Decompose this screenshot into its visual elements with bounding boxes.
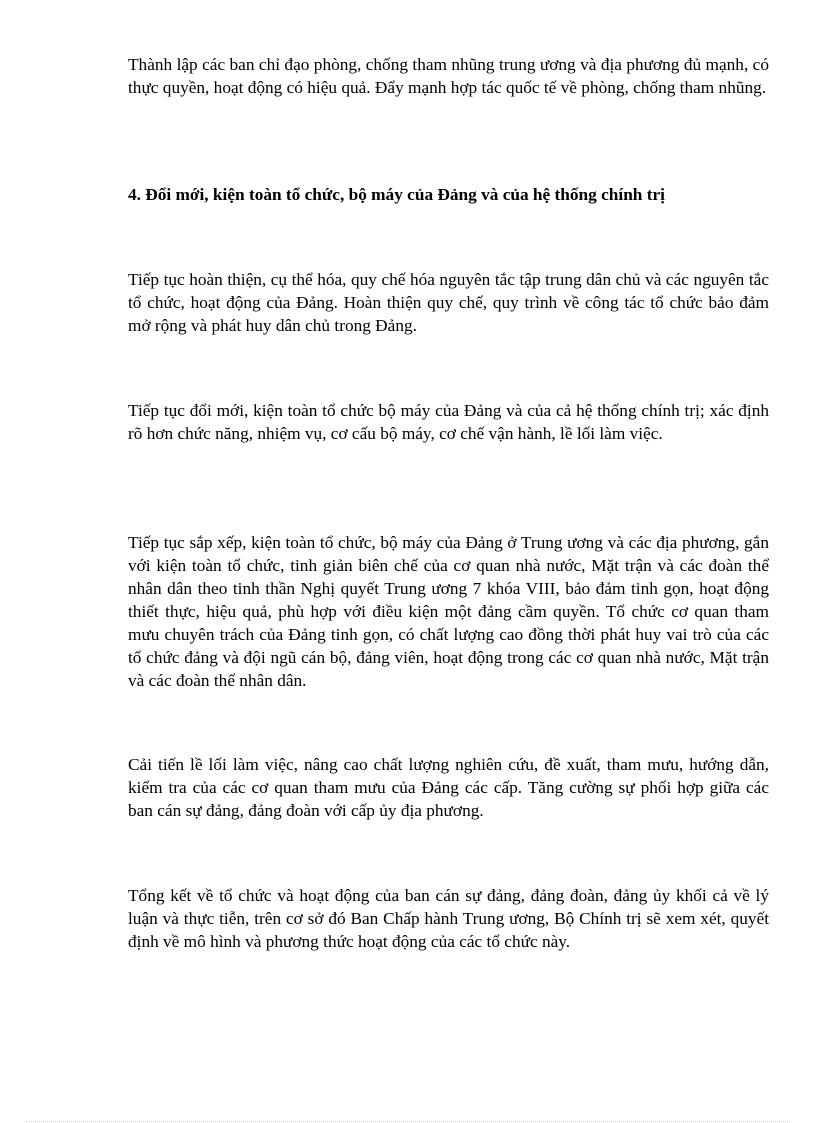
paragraph-rearrange-organization: Tiếp tục sắp xếp, kiện toàn tổ chức, bộ máy của Đảng ở Trung ương và các địa phương, gắn với kiện toàn tổ chức, tinh giản biên chế của cơ quan nhà nước, Mặt trận và các đoàn thể nhân dân theo tinh thần Nghị quyết Trung ương 7 khóa VIII, bảo đảm tinh gọn, hoạt động thiết thực, hiệu quả, phù hợp với điều kiện một đảng cầm quyền. Tổ chức cơ quan tham mưu chuyên trách của Đảng tinh gọn, có chất lượng cao đồng thời phát huy vai trò của các tổ chức đảng và đội ngũ cán bộ, đảng viên, hoạt động trong các cơ quan nhà nước, Mặt trận và các đoàn thể nhân dân. — [128, 533, 769, 690]
page-bottom-divider — [26, 1121, 790, 1122]
section-heading-4: 4. Đổi mới, kiện toàn tổ chức, bộ máy của Đảng và của hệ thống chính trị — [128, 185, 665, 204]
paragraph-review-party-committees: Tổng kết về tổ chức và hoạt động của ban cán sự đảng, đảng đoàn, đảng ủy khối cả về lý luận và thực tiễn, trên cơ sở đó Ban Chấp hành Trung ương, Bộ Chính trị sẽ xem xét, quyết định về mô hình và phương thức hoạt động của các tổ chức này. — [128, 886, 769, 951]
paragraph-improve-working-methods: Cải tiến lề lối làm việc, nâng cao chất lượng nghiên cứu, đề xuất, tham mưu, hướng dẫn, kiểm tra của các cơ quan tham mưu của Đảng các cấp. Tăng cường sự phối hợp giữa các ban cán sự đảng, đảng đoàn với cấp ủy địa phương. — [128, 755, 769, 820]
paragraph-democratic-centralism: Tiếp tục hoàn thiện, cụ thể hóa, quy chế hóa nguyên tắc tập trung dân chủ và các nguyên tắc tổ chức, hoạt động của Đảng. Hoàn thiện quy chế, quy trình về công tác tổ chức bảo đảm mở rộng và phát huy dân chủ trong Đảng. — [128, 270, 769, 335]
paragraph-anti-corruption-committees: Thành lập các ban chỉ đạo phòng, chống tham nhũng trung ương và địa phương đủ mạnh, có thực quyền, hoạt động có hiệu quả. Đẩy mạnh hợp tác quốc tế về phòng, chống tham nhũng. — [128, 55, 769, 97]
paragraph-renew-apparatus: Tiếp tục đổi mới, kiện toàn tổ chức bộ máy của Đảng và của cả hệ thống chính trị; xác định rõ hơn chức năng, nhiệm vụ, cơ cấu bộ máy, cơ chế vận hành, lề lối làm việc. — [128, 401, 769, 443]
